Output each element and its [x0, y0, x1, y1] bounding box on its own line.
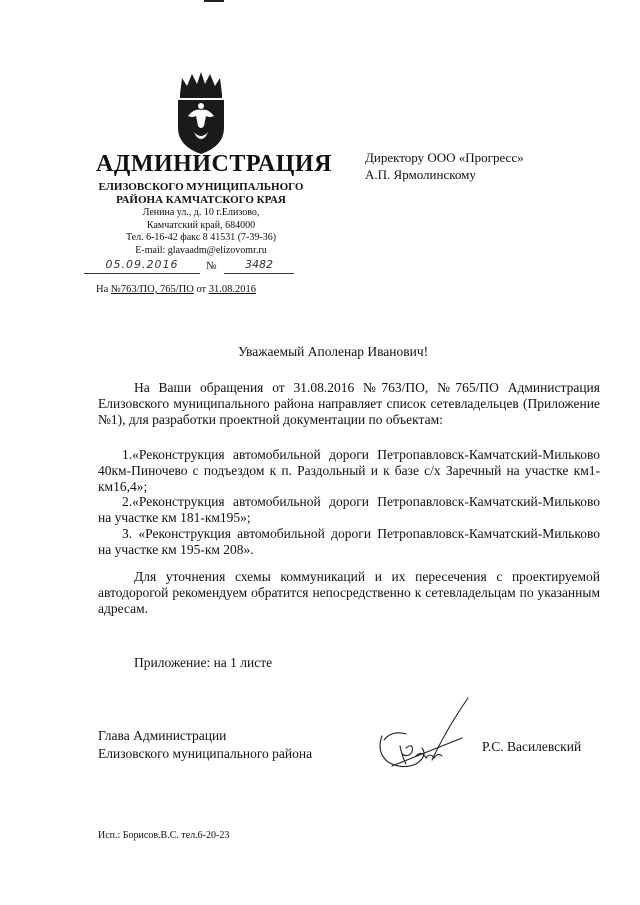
executor-note: Исп.: Борисов.В.С. тел.6-20-23: [98, 830, 230, 841]
reference-numbers: №763/ПО, 765/ПО: [110, 284, 194, 295]
addressee: [365, 149, 524, 183]
email: E-mail: glavaadm@elizovomr.ru: [135, 244, 267, 256]
phone-fax: Тел. 6-16-42 факс 8 41531 (7-39-36): [125, 232, 277, 243]
organization-subtitle-line1: ЕЛИЗОВСКОГО МУНИЦИПАЛЬНОГО: [98, 181, 304, 193]
closing-text: Для уточнения схемы коммуникаций и их пересечения с проектируемой автодорогой рекомендуем обратится непосредственно к сетевладельцам по указанным адресам.: [98, 569, 600, 616]
signatory-position: [98, 727, 312, 762]
addressee-line1: Директору ООО «Прогресс»: [365, 150, 524, 165]
addressee-line2: А.П. Ярмолинскому: [365, 167, 476, 182]
object-item-3: 3. «Реконструкция автомобильной дороги Петропавловск-Камчатский-Мильково на участке км 195-км 208».: [98, 525, 600, 557]
organization-subtitle-line2: РАЙОНА КАМЧАТСКОГО КРАЯ: [116, 194, 286, 206]
organization-subtitle: [96, 181, 306, 207]
address-line1: Ленина ул., д. 10 г.Елизово,: [142, 207, 260, 218]
registration-line: [84, 258, 296, 274]
position-line1: Глава Администрации: [98, 728, 227, 743]
reference-line: [96, 284, 316, 295]
signatory-name: Р.С. Василевский: [482, 739, 582, 754]
object-item-1: 1.«Реконструкция автомобильной дороги Петропавловск-Камчатский-Мильково 40км-Пиночево с подъездом к п. Раздольный и к базе с/х Заречный на участке км1-км16,4»;: [98, 447, 600, 494]
object-list: [98, 447, 600, 558]
attachment-note: Приложение: на 1 листе: [134, 655, 273, 670]
registration-date: 05.09.2016: [84, 258, 200, 274]
object-item-2: 2.«Реконструкция автомобильной дороги Петропавловск-Камчатский-Мильково на участке км 181-км195»;: [98, 494, 600, 526]
position-line2: Елизовского муниципального района: [98, 745, 313, 761]
salutation: Уважаемый Аполенар Иванович!: [238, 344, 429, 359]
registration-number-label: №: [206, 260, 217, 272]
handwritten-signature: [372, 690, 482, 780]
reference-date: 31.08.2016: [208, 284, 257, 295]
paragraph-text: На Ваши обращения от 31.08.2016 №763/ПО, №765/ПО Администрация Елизовского муниципального района направляет список сетевладельцев (Приложение №1), для разработки проектной документации по объектам:: [98, 380, 600, 427]
registration-number: 3482: [224, 258, 294, 274]
scan-mark: [204, 0, 224, 2]
letter-paragraph-1: [98, 380, 600, 427]
organization-title: АДМИНИСТРАЦИЯ: [96, 151, 332, 177]
reference-prefix: На: [96, 284, 109, 295]
reference-mid: от: [196, 284, 207, 295]
organization-contacts: [96, 207, 306, 257]
coat-of-arms-logo: [170, 70, 232, 156]
address-line2: Камчатский край, 684000: [146, 219, 256, 231]
letter-closing-paragraph: [98, 569, 600, 616]
